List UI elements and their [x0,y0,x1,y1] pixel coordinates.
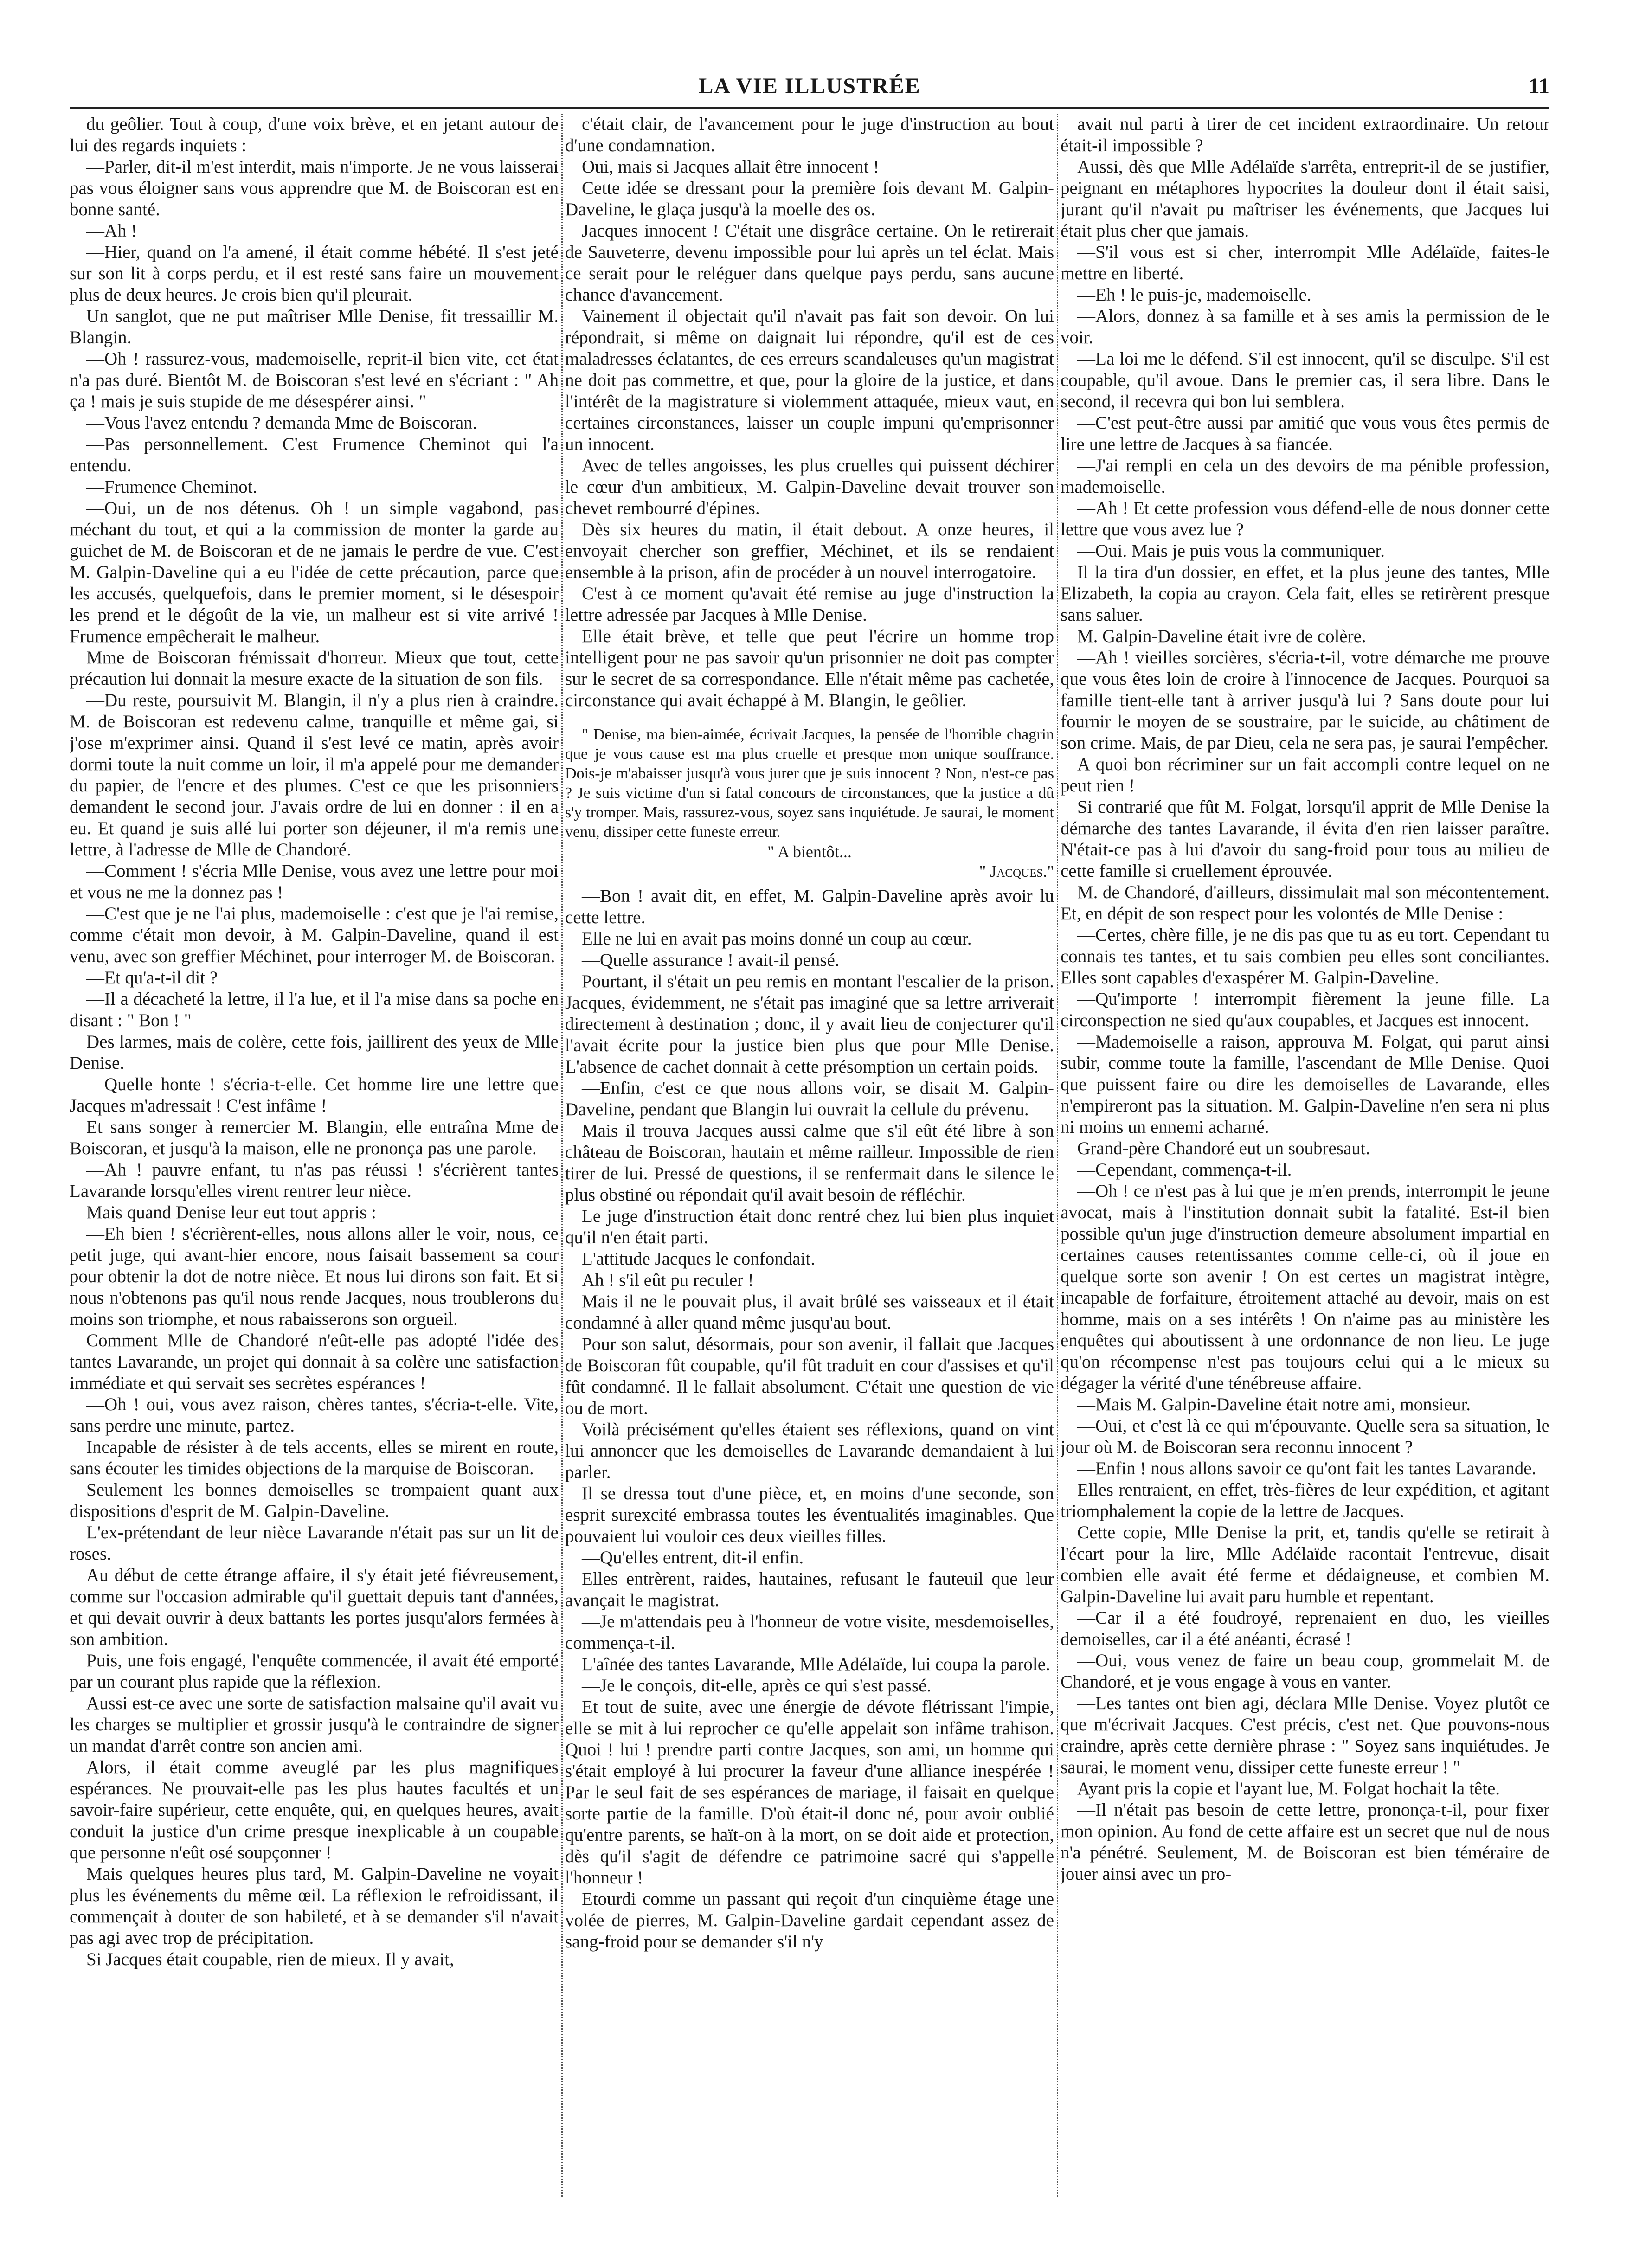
paragraph: —C'est peut-être aussi par amitié que vous vous êtes permis de lire une lettre de Jacques à sa fiancée. [1061,413,1549,454]
paragraph: —Qu'importe ! interrompit fièrement la jeune fille. La circonspection ne sied qu'aux coupables, et Jacques est innocent. [1061,989,1549,1030]
paragraph: —S'il vous est si cher, interrompit Mlle Adélaïde, faites-le mettre en liberté. [1061,242,1549,283]
paragraph: Aussi, dès que Mlle Adélaïde s'arrêta, entreprit-il de se justifier, peignant en métaphores hypocrites la douleur dont il était saisi, jurant qu'il n'avait pu maîtriser les événements, que Jacques lui était plus cher que jamais. [1061,157,1549,241]
paragraph: —Pas personnellement. C'est Frumence Cheminot qui l'a entendu. [70,434,559,476]
paragraph: Mais il ne le pouvait plus, il avait brûlé ses vaisseaux et il était condamné à aller quand même jusqu'au bout. [565,1292,1054,1333]
paragraph: Incapable de résister à de tels accents, elles se mirent en route, sans écouter les timides objections de la marquise de Boiscoran. [70,1437,559,1478]
column-2-top [565,114,1054,711]
paragraph: —Oui, et c'est là ce qui m'épouvante. Quelle sera sa situation, le jour où M. de Boiscoran sera reconnu innocent ? [1061,1416,1549,1457]
paragraph: —Il n'était pas besoin de cette lettre, prononça-t-il, pour fixer mon opinion. Au fond de cette affaire est un secret que nul de nous n'a pénétré. Seulement, M. de Boiscoran est bien téméraire de jouer ainsi avec un pro- [1061,1800,1549,1884]
paragraph: Des larmes, mais de colère, cette fois, jaillirent des yeux de Mlle Denise. [70,1032,559,1073]
paragraph: Etourdi comme un passant qui reçoit d'un cinquième étage une volée de pierres, M. Galpin-Daveline gardait cependant assez de sang-froid pour se demander s'il n'y [565,1889,1054,1952]
paragraph: Cette idée se dressant pour la première fois devant M. Galpin-Daveline, le glaça jusqu'à la moelle des os. [565,178,1054,219]
paragraph: —Ah ! pauvre enfant, tu n'as pas réussi ! s'écrièrent tantes Lavarande lorsqu'elles virent rentrer leur nièce. [70,1160,559,1201]
paragraph: —Qu'elles entrent, dit-il enfin. [582,1548,804,1568]
paragraph: Puis, une fois engagé, l'enquête commencée, il avait été emporté par un courant plus rapide que la réflexion. [70,1651,559,1692]
paragraph: —C'est que je ne l'ai plus, mademoiselle : c'est que je l'ai remise, comme c'était mon devoir, à M. Galpin-Daveline, quand il est venu, avec son greffier Méchinet, pour interroger M. de Boiscoran. [70,904,559,966]
paragraph: —Ah ! Et cette profession vous défend-elle de nous donner cette lettre que vous avez lue ? [1061,498,1549,540]
column-2 [565,114,1054,2197]
paragraph: Elle était brève, et telle que peut l'écrire un homme trop intelligent pour ne pas savoir qu'un prisonnier ne doit pas compter sur le secret de sa correspondance. Elle n'était même pas cachetée, circonstance qui avait échappé à M. Blangin, le geôlier. [565,626,1054,710]
paragraph: Vainement il objectait qu'il n'avait pas fait son devoir. On lui répondrait, si même on daignait lui répondre, qu'il est de ces maladresses éclatantes, de ces erreurs scandaleuses qu'un magistrat ne doit pas commettre, et que, pour la gloire de la justice, et dans l'intérêt de la magistrature si violemment attaquée, mieux vaut, en certaines circonstances, laisser un couple impuni qu'emprisonner un innocent. [565,306,1054,454]
paragraph: —Il a décacheté la lettre, il l'a lue, et il l'a mise dans sa poche en disant : " Bon ! " [70,989,559,1030]
paragraph: Pour son salut, désormais, pour son avenir, il fallait que Jacques de Boiscoran fût coupable, qu'il fût traduit en cour d'assises et qu'il fût condamné. Il le fallait absolument. C'était une question de vie ou de mort. [565,1334,1054,1418]
column-1 [70,114,559,2197]
paragraph: —Ah ! vieilles sorcières, s'écria-t-il, votre démarche me prouve que vous êtes loin de croire à l'innocence de Jacques. Pourquoi sa famille tient-elle tant à arriver jusqu'à lui ? Sans doute pour lui fournir le moyen de se soustraire, par le suicide, au châtiment de son crime. Mais, de par Dieu, cela ne sera pas, je saurai l'empêcher. [1061,648,1549,753]
paragraph: Le juge d'instruction était donc rentré chez lui bien plus inquiet qu'il n'en était parti. [565,1206,1054,1247]
paragraph: Aussi est-ce avec une sorte de satisfaction malsaine qu'il avait vu les charges se multiplier et grossir jusqu'à le contraindre de signer un mandat d'arrêt contre son ancien ami. [70,1693,559,1756]
paragraph: L'ex-prétendant de leur nièce Lavarande n'était pas sur un lit de roses. [70,1523,559,1564]
paragraph: —Oh ! rassurez-vous, mademoiselle, reprit-il bien vite, cet état n'a pas duré. Bientôt M. de Boiscoran s'est levé en s'écriant : " Ah ça ! mais je suis stupide de me désespérer ainsi. " [70,349,559,411]
paragraph: Mais quelques heures plus tard, M. Galpin-Daveline ne voyait plus les événements du même œil. La réflexion le refroidissant, il commençait à douter de son habileté, et à se demander s'il n'avait pas agi avec trop de précipitation. [70,1864,559,1948]
paragraph: —Enfin ! nous allons savoir ce qu'ont fait les tantes Lavarande. [1077,1459,1536,1478]
paragraph: Voilà précisément qu'elles étaient ses réflexions, quand on vint lui annoncer que les demoiselles de Lavarande demandaient à lui parler. [565,1420,1054,1482]
letter-signature: " Jacques." [979,862,1054,880]
paragraph: Dès six heures du matin, il était debout. A onze heures, il envoyait chercher son greffier, Méchinet, et ils se rendaient ensemble à la prison, afin de procéder à un nouvel interrogatoire. [565,520,1054,582]
paragraph: avait nul parti à tirer de cet incident extraordinaire. Un retour était-il impossible ? [1061,114,1549,155]
paragraph: —Et qu'a-t-il dit ? [86,968,218,988]
paragraph: Elles entrèrent, raides, hautaines, refusant le fauteuil que leur avançait le magistrat. [565,1569,1054,1610]
paragraph: —Vous l'avez entendu ? demanda Mme de Boiscoran. [86,413,477,433]
paragraph: —Oui, un de nos détenus. Oh ! un simple vagabond, pas méchant du tout, et qui a la commission de monter la garde au guichet de M. de Boiscoran et de ne jamais le perdre de vue. C'est M. Galpin-Daveline qui a eu l'idée de cette précaution, parce que les accusés, quelquefois, dans le premier moment, si le désespoir les prend et le dégoût de la vie, un malheur est si vite arrivé ! Frumence empêcherait le malheur. [70,498,559,646]
paragraph: —Les tantes ont bien agi, déclara Mlle Denise. Voyez plutôt ce que m'écrivait Jacques. C'est précis, c'est net. Que pouvons-nous craindre, après cette dernière phrase : " Soyez sans inquiétudes. Je saurai, le moment venu, dissiper cette funeste erreur ! " [1061,1693,1549,1777]
paragraph: Elle ne lui en avait pas moins donné un coup au cœur. [582,929,972,949]
paragraph: L'attitude Jacques le confondait. [582,1249,816,1269]
text-columns [70,114,1549,2197]
paragraph: Un sanglot, que ne put maîtriser Mlle Denise, fit tressaillir M. Blangin. [70,306,559,347]
letter-text: " Denise, ma bien-aimée, écrivait Jacques, la pensée de l'horrible chagrin que je vous cause est ma plus cruelle et presque mon unique souffrance. Dois-je m'abaisser jusqu'à vous jurer que je suis innocent ? Non, n'est-ce pas ? Je suis victime d'un si fatal concours de circonstances, que la justice a dû s'y tromper. Mais, rassurez-vous, soyez sans inquiétude. Je saurai, le moment venu, dissiper cette funeste erreur. [565,726,1054,841]
paragraph: —Comment ! s'écria Mlle Denise, vous avez une lettre pour moi et vous ne me la donnez pas ! [70,861,559,902]
paragraph: Grand-père Chandoré eut un soubresaut. [1077,1138,1370,1158]
paragraph: Mais quand Denise leur eut tout appris : [86,1202,376,1222]
paragraph: —Oh ! ce n'est pas à lui que je m'en prends, interrompit le jeune avocat, mais à l'institution donnait subit la fatalité. Est-il bien possible qu'un juge d'instruction demeure absolument impartial en certaines causes retentissantes comme celle-ci, où il joue en quelque sorte son avenir ! On est certes un magistrat intègre, incapable de forfaiture, étroitement attaché au devoir, mais on est homme, mais on a ses intérêts ! On n'aime pas au ministère les enquêtes qui aboutissent à une ordonnance de non lieu. Le juge qu'on récompense n'est pas toujours celui qui a le mieux su dégager la vérité d'une ténébreuse affaire. [1061,1181,1549,1393]
paragraph: Si Jacques était coupable, rien de mieux. Il y avait, [86,1949,454,1969]
page-header [70,70,1549,109]
paragraph: —Enfin, c'est ce que nous allons voir, se disait M. Galpin-Daveline, pendant que Blangin lui ouvrait la cellule du prévenu. [565,1078,1054,1119]
paragraph: M. de Chandoré, d'ailleurs, dissimulait mal son mécontentement. Et, en dépit de son respect pour les volontés de Mlle Denise : [1061,882,1549,924]
paragraph: —Hier, quand on l'a amené, il était comme hébété. Il s'est jeté sur son lit à corps perdu, et il est resté sans faire un mouvement plus de deux heures. Je crois bien qu'il pleurait. [70,242,559,305]
paragraph: Alors, il était comme aveuglé par les plus magnifiques espérances. Ne prouvait-elle pas les plus hautes facultés et un savoir-faire supérieur, cette enquête, qui, en quelques heures, avait conduit la justice d'un crime presque inexplicable à un coupable que personne n'eût osé soupçonner ! [70,1757,559,1863]
paragraph: —Bon ! avait dit, en effet, M. Galpin-Daveline après avoir lu cette lettre. [565,886,1054,927]
paragraph: C'est à ce moment qu'avait été remise au juge d'instruction la lettre adressée par Jacques à Mlle Denise. [565,584,1054,625]
paragraph: A quoi bon récriminer sur un fait accompli contre lequel on ne peut rien ! [1061,754,1549,796]
paragraph: —Ah ! [86,221,137,241]
column-divider [559,114,565,2197]
publication-title: LA VIE ILLUSTRÉE [698,74,921,98]
paragraph: Mais il trouva Jacques aussi calme que s'il eût été libre à son château de Boiscoran, hautain et même railleur. Impossible de rien tirer de lui. Pressé de questions, il se renfermait dans le silence le plus obstiné ou répondait qu'il avait besoin de réfléchir. [565,1121,1054,1205]
paragraph: Au début de cette étrange affaire, il s'y était jeté fiévreusement, comme sur l'occasion admirable qu'il guettait depuis tant d'années, et qui devait ouvrir à deux battants les portes jusqu'alors fermées à son ambition. [70,1565,559,1649]
paragraph: —Je m'attendais peu à l'honneur de votre visite, mesdemoiselles, commença-t-il. [565,1612,1054,1653]
paragraph: Pourtant, il s'était un peu remis en montant l'escalier de la prison. Jacques, évidemment, ne s'était pas imaginé que sa lettre arriverait directement à destination ; donc, il y avait lieu de conjecturer qu'il l'avait écrite pour la justice bien plus que pour Mlle Denise. L'absence de cachet donnait à cette présomption un certain poids. [565,971,1054,1077]
paragraph: Seulement les bonnes demoiselles se trompaient quant aux dispositions d'esprit de M. Galpin-Daveline. [70,1480,559,1521]
paragraph: Oui, mais si Jacques allait être innocent ! [582,157,880,177]
paragraph: Il se dressa tout d'une pièce, et, en moins d'une seconde, son esprit surexcité embrassa toutes les éventualités imaginables. Que pouvaient lui vouloir ces deux vieilles filles. [565,1484,1054,1546]
paragraph: —Je le conçois, dit-elle, après ce qui s'est passé. [582,1676,932,1696]
column-2-bottom [565,886,1054,1953]
quoted-letter [565,725,1054,881]
paragraph: —Du reste, poursuivit M. Blangin, il n'y a plus rien à craindre. M. de Boiscoran est redevenu calme, tranquille et même gai, si j'ose m'exprimer ainsi. Quand il s'est levé ce matin, après avoir dormi toute la nuit comme un loir, il m'a appelé pour me demander du papier, de l'encre et des plumes. C'est ce que les prisonniers demandent le second jour. J'avais ordre de lui en donner : il en a eu. Et quand je suis allé lui porter son déjeuner, il m'a remis une lettre, à l'adresse de Mlle de Chandoré. [70,690,559,860]
paragraph: Ayant pris la copie et l'ayant lue, M. Folgat hochait la tête. [1077,1779,1500,1799]
paragraph: Elles rentraient, en effet, très-fières de leur expédition, et agitant triomphalement la copie de la lettre de Jacques. [1061,1480,1549,1521]
paragraph: —Oui, vous venez de faire un beau coup, grommelait M. de Chandoré, et je vous engage à vous en vanter. [1061,1651,1549,1692]
paragraph: —Certes, chère fille, je ne dis pas que tu as eu tort. Cependant tu connais tes tantes, et tu sais combien peu elles sont conciliantes. Elles sont capables d'exaspérer M. Galpin-Daveline. [1061,925,1549,988]
paragraph: c'était clair, de l'avancement pour le juge d'instruction au bout d'une condamnation. [565,114,1054,155]
paragraph: Il la tira d'un dossier, en effet, et la plus jeune des tantes, Mlle Elizabeth, la copia au crayon. Cela fait, elles se retirèrent presque sans saluer. [1061,562,1549,625]
paragraph: Mme de Boiscoran frémissait d'horreur. Mieux que tout, cette précaution lui donnait la mesure exacte de la situation de son fils. [70,648,559,689]
paragraph: —Quelle assurance ! avait-il pensé. [582,950,840,970]
paragraph: —J'ai rempli en cela un des devoirs de ma pénible profession, mademoiselle. [1061,456,1549,497]
paragraph: —Quelle honte ! s'écria-t-elle. Cet homme lire une lettre que Jacques m'adressait ! C'est infâme ! [70,1074,559,1116]
paragraph: —Eh bien ! s'écrièrent-elles, nous allons aller le voir, nous, ce petit juge, qui avant-hier encore, nous faisait bassement sa cour pour obtenir la dot de notre nièce. Et nous lui dirons son fait. Et si nous n'obtenons pas qu'il nous rende Jacques, nous troublerons du moins son triomphe, et nous rabaisserons son orgueil. [70,1224,559,1329]
paragraph: —Oh ! oui, vous avez raison, chères tantes, s'écria-t-elle. Vite, sans perdre une minute, partez. [70,1395,559,1436]
paragraph: —Eh ! le puis-je, mademoiselle. [1077,285,1311,305]
letter-closing: " A bientôt... [767,842,852,861]
paragraph: —La loi me le défend. S'il est innocent, qu'il se disculpe. S'il est coupable, qu'il avoue. Dans le premier cas, il sera libre. Dans le second, il recevra qui bon lui semblera. [1061,349,1549,411]
paragraph: —Car il a été foudroyé, reprenaient en duo, les vieilles demoiselles, car il a été anéanti, écrasé ! [1061,1608,1549,1649]
page-number: 11 [1528,74,1549,98]
column-divider [1054,114,1061,2197]
paragraph: Et sans songer à remercier M. Blangin, elle entraîna Mme de Boiscoran, et jusqu'à la maison, elle ne prononça pas une parole. [70,1117,559,1158]
paragraph: —Mais M. Galpin-Daveline était notre ami, monsieur. [1077,1395,1471,1414]
paragraph: Comment Mlle de Chandoré n'eût-elle pas adopté l'idée des tantes Lavarande, un projet qui donnait à sa colère une satisfaction immédiate et qui servait ses secrètes espérances ! [70,1330,559,1393]
paragraph: Jacques innocent ! C'était une disgrâce certaine. On le retirerait de Sauveterre, devenu impossible pour lui après un tel éclat. Mais ce serait pour le reléguer dans quelque pays perdu, sans aucune chance d'avancement. [565,221,1054,305]
paragraph: Et tout de suite, avec une énergie de dévote flétrissant l'impie, elle se mit à lui reprocher ce qu'elle appelait son infâme trahison. Quoi ! lui ! prendre parti contre Jacques, son ami, un homme qui s'était employé à lui procurer la faveur d'une alliance inespérée ! Par le seul fait de ses espérances de mariage, il faisait en quelque sorte partie de la famille. D'où était-il donc né, pour avoir oublié qu'entre parents, se haït-on à la mort, on se doit aide et protection, dès qu'il s'agit de défendre ce patrimoine sacré qui s'appelle l'honneur ! [565,1697,1054,1888]
paragraph: M. Galpin-Daveline était ivre de colère. [1077,626,1366,646]
paragraph: —Alors, donnez à sa famille et à ses amis la permission de le voir. [1061,306,1549,347]
paragraph: Cette copie, Mlle Denise la prit, et, tandis qu'elle se retirait à l'écart pour la lire, Mlle Adélaïde racontait l'entrevue, disait combien elle avait été ferme et dédaigneuse, et combien M. Galpin-Daveline lui avait paru humble et repentant. [1061,1523,1549,1607]
column-3 [1061,114,1549,2197]
paragraph: Si contrarié que fût M. Folgat, lorsqu'il apprit de Mlle Denise la démarche des tantes Lavarande, il évita d'en rien laisser paraître. N'était-ce pas à lui d'avoir du sang-froid pour tous au milieu de cette famille si cruellement éprouvée. [1061,797,1549,881]
paragraph: du geôlier. Tout à coup, d'une voix brève, et en jetant autour de lui des regards inquiets : [70,114,559,155]
paragraph: Avec de telles angoisses, les plus cruelles qui puissent déchirer le cœur d'un ambitieux, M. Galpin-Daveline devait trouver son chevet rembourré d'épines. [565,456,1054,518]
paragraph: L'aînée des tantes Lavarande, Mlle Adélaïde, lui coupa la parole. [582,1654,1050,1674]
paragraph: —Parler, dit-il m'est interdit, mais n'importe. Je ne vous laisserai pas vous éloigner sans vous apprendre que M. de Boiscoran est en bonne santé. [70,157,559,219]
paragraph: —Oui. Mais je puis vous la communiquer. [1077,541,1385,561]
paragraph: —Frumence Cheminot. [86,477,257,497]
paragraph: —Mademoiselle a raison, approuva M. Folgat, qui parut ainsi subir, comme toute la famille, l'ascendant de Mlle Denise. Quoi que puissent faire ou dire les demoiselles de Lavarande, elles n'empireront pas la situation. M. Galpin-Daveline n'en sera ni plus ni moins un ennemi acharné. [1061,1032,1549,1137]
paragraph: Ah ! s'il eût pu reculer ! [582,1270,754,1290]
paragraph: —Cependant, commença-t-il. [1077,1160,1292,1180]
